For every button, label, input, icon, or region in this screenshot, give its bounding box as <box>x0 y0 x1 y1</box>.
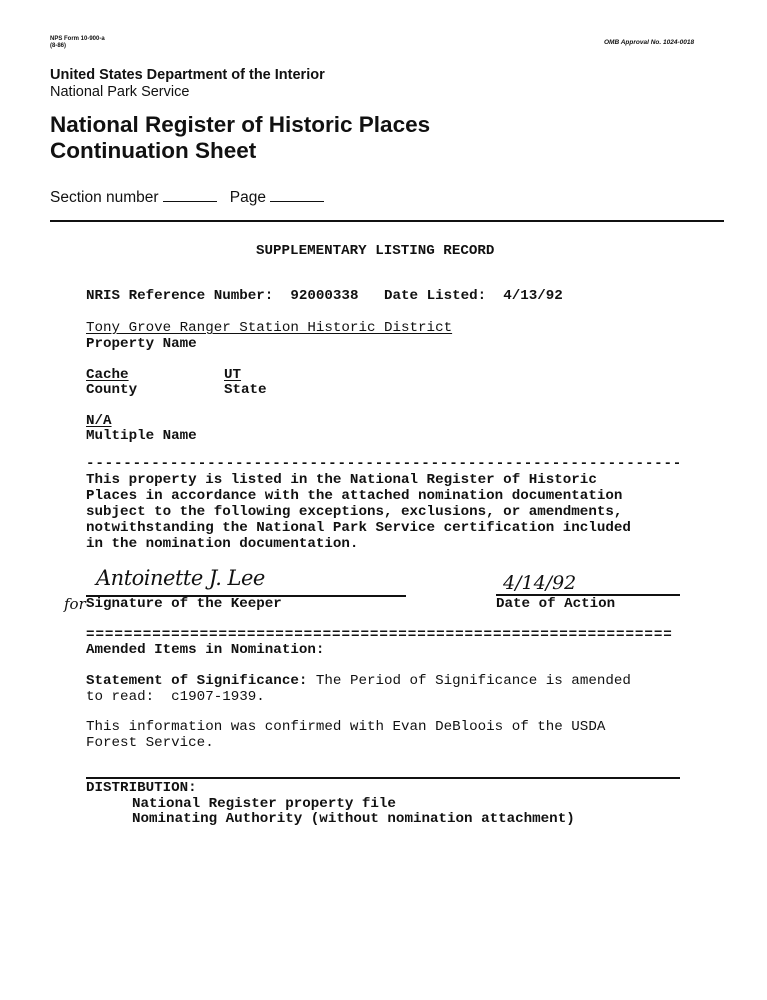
page-number-blank <box>270 189 324 202</box>
distribution-heading: DISTRIBUTION: <box>86 780 197 796</box>
section-number-blank <box>163 189 217 202</box>
distribution-item-1: National Register property file <box>132 796 396 812</box>
page-label: Page <box>229 189 266 206</box>
body-line-3: subject to the following exceptions, exclusions, or amendments, <box>86 504 623 520</box>
body-line-1: This property is listed in the National Register of Historic <box>86 472 597 488</box>
nris-value: 92000338 <box>290 288 359 304</box>
significance-line-1 <box>86 673 631 689</box>
confirmation-line-1: This information was confirmed with Evan DeBloois of the USDA <box>86 719 606 735</box>
page-title-line1: National Register of Historic Places <box>50 112 431 137</box>
state-label: State <box>224 382 267 398</box>
body-line-2: Places in accordance with the attached nomination documentation <box>86 488 623 504</box>
amended-heading: Amended Items in Nomination: <box>86 642 325 658</box>
confirmation-line-2: Forest Service. <box>86 735 214 751</box>
multiple-name-value: N/A <box>86 413 112 429</box>
page-title-line2: Continuation Sheet <box>50 138 257 163</box>
distribution-item-2: Nominating Authority (without nomination attachment) <box>132 811 575 827</box>
double-separator: ============================================================== <box>86 627 673 643</box>
signature-prefix: for <box>64 595 86 613</box>
nris-line <box>86 288 563 304</box>
form-number: NPS Form 10-900-a <box>50 36 105 42</box>
keeper-signature: Antoinette J. Lee <box>96 566 265 590</box>
body-line-5: in the nomination documentation. <box>86 536 359 552</box>
section-number-field <box>50 189 324 207</box>
form-revision: (8-86) <box>50 43 67 49</box>
header-rule <box>50 220 724 222</box>
county-label: County <box>86 382 138 398</box>
property-name-label: Property Name <box>86 336 197 352</box>
county-value: Cache <box>86 367 129 383</box>
dash-separator: ---------------------------------------------------------------- <box>86 456 683 472</box>
significance-label: Statement of Significance: <box>86 673 308 689</box>
date-listed-label: Date Listed: <box>384 288 487 304</box>
action-date-handwritten: 4/14/92 <box>503 572 577 594</box>
property-name-value: Tony Grove Ranger Station Historic District <box>86 320 453 336</box>
distribution-rule <box>86 777 680 779</box>
significance-line-2: to read: c1907-1939. <box>86 689 265 705</box>
department-name: United States Department of the Interior <box>50 67 325 83</box>
significance-text: The Period of Significance is amended <box>307 673 631 689</box>
agency-name: National Park Service <box>50 84 190 100</box>
record-heading: SUPPLEMENTARY LISTING RECORD <box>256 243 495 259</box>
multiple-name-label: Multiple Name <box>86 428 197 444</box>
section-number-label: Section number <box>50 189 159 206</box>
omb-approval: OMB Approval No. 1024-0018 <box>604 39 695 46</box>
date-listed-value: 4/13/92 <box>503 288 563 304</box>
date-of-action-label: Date of Action <box>496 596 616 612</box>
nris-label: NRIS Reference Number: <box>86 288 274 304</box>
signature-label: Signature of the Keeper <box>86 596 282 612</box>
state-value: UT <box>224 367 242 383</box>
body-line-4: notwithstanding the National Park Service certification included <box>86 520 631 536</box>
